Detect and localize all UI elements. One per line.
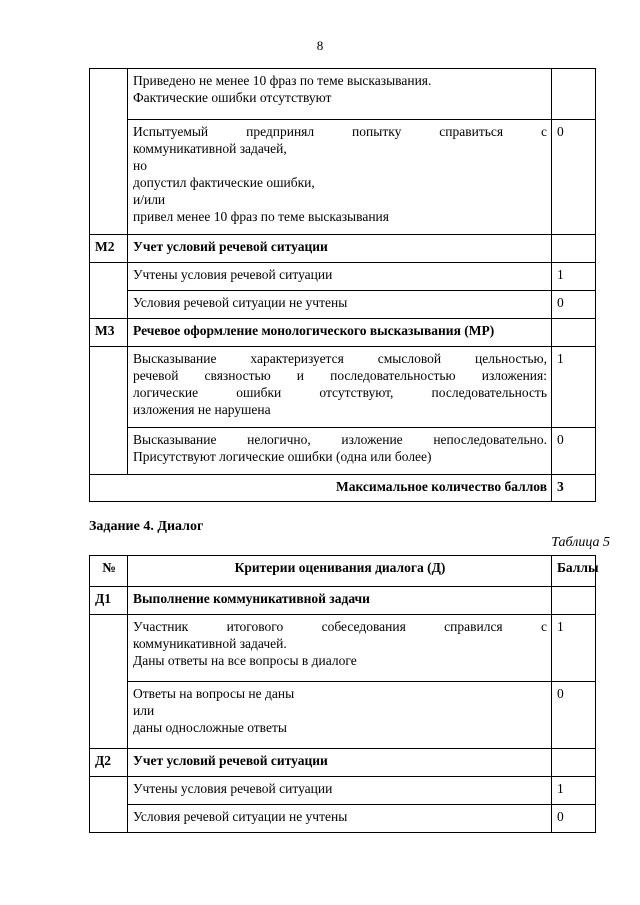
criterion-text: Учтены условия речевой ситуации (128, 777, 552, 805)
criterion-title: Выполнение коммуникативной задачи (128, 587, 552, 615)
table-row (90, 347, 596, 428)
criterion-text: Ответы на вопросы не даны или даны односложные ответы (128, 682, 552, 749)
score-cell: 0 (552, 120, 596, 235)
table-row (90, 428, 596, 475)
criterion-text: Высказывание характеризуется смысловой цельностью, речевой связностью и последовательностью изложения: логические ошибки отсутствуют, последовательность изложения не нарушена (128, 347, 552, 428)
page-number: 8 (316, 38, 324, 53)
code-cell (90, 69, 128, 235)
code-cell (90, 777, 128, 833)
max-score-value: 3 (552, 475, 596, 502)
criterion-text: Учтены условия речевой ситуации (128, 263, 552, 291)
score-cell: 1 (552, 615, 596, 682)
table-row (90, 805, 596, 833)
table-row (90, 69, 596, 120)
score-cell: 0 (552, 805, 596, 833)
table-row (90, 749, 596, 777)
criterion-text: Испытуемый предпринял попытку справиться с коммуникативной задачей, но допустил фактические ошибки, и/или привел менее 10 фраз по теме высказывания (128, 120, 552, 235)
table-caption: Таблица 5 (551, 535, 610, 550)
code-cell (90, 347, 128, 475)
score-cell (552, 319, 596, 347)
table-row (90, 263, 596, 291)
table-header-row (90, 556, 596, 587)
score-cell (552, 587, 596, 615)
criterion-code: М2 (90, 235, 128, 263)
table-row (90, 615, 596, 682)
criterion-text: Высказывание нелогично, изложение непоследовательно. Присутствуют логические ошибки (одна или более) (128, 428, 552, 475)
criterion-code: М3 (90, 319, 128, 347)
table-row (90, 120, 596, 235)
column-header-points: Баллы (552, 556, 596, 587)
score-cell (552, 749, 596, 777)
table-row (90, 587, 596, 615)
score-cell: 0 (552, 428, 596, 475)
criteria-table-monologue (89, 68, 596, 502)
criterion-title: Речевое оформление монологического высказывания (МР) (128, 319, 552, 347)
score-cell: 1 (552, 777, 596, 805)
score-cell: 1 (552, 263, 596, 291)
column-header-criteria: Критерии оценивания диалога (Д) (128, 556, 552, 587)
max-score-label: Максимальное количество баллов (90, 475, 552, 502)
score-cell: 0 (552, 682, 596, 749)
table-row (90, 777, 596, 805)
table-row-total (90, 475, 596, 502)
table-row (90, 319, 596, 347)
table-row (90, 235, 596, 263)
column-header-num: № (90, 556, 128, 587)
criteria-table-dialogue (89, 555, 599, 833)
score-cell (552, 69, 596, 120)
criterion-title: Учет условий речевой ситуации (128, 235, 552, 263)
score-cell: 0 (552, 291, 596, 319)
criterion-text: Условия речевой ситуации не учтены (128, 291, 552, 319)
criterion-text: Условия речевой ситуации не учтены (128, 805, 552, 833)
score-cell: 1 (552, 347, 596, 428)
score-cell (552, 235, 596, 263)
criterion-title: Учет условий речевой ситуации (128, 749, 552, 777)
table-row (90, 682, 596, 749)
code-cell (90, 615, 128, 749)
criterion-text: Участник итогового собеседования справился с коммуникативной задачей. Даны ответы на все вопросы в диалоге (128, 615, 552, 682)
criterion-text: Приведено не менее 10 фраз по теме высказывания. Фактические ошибки отсутствуют (128, 69, 552, 120)
table-row (90, 291, 596, 319)
criterion-code: Д1 (90, 587, 128, 615)
criterion-code: Д2 (90, 749, 128, 777)
code-cell (90, 263, 128, 319)
section-title: Задание 4. Диалог (89, 519, 204, 534)
